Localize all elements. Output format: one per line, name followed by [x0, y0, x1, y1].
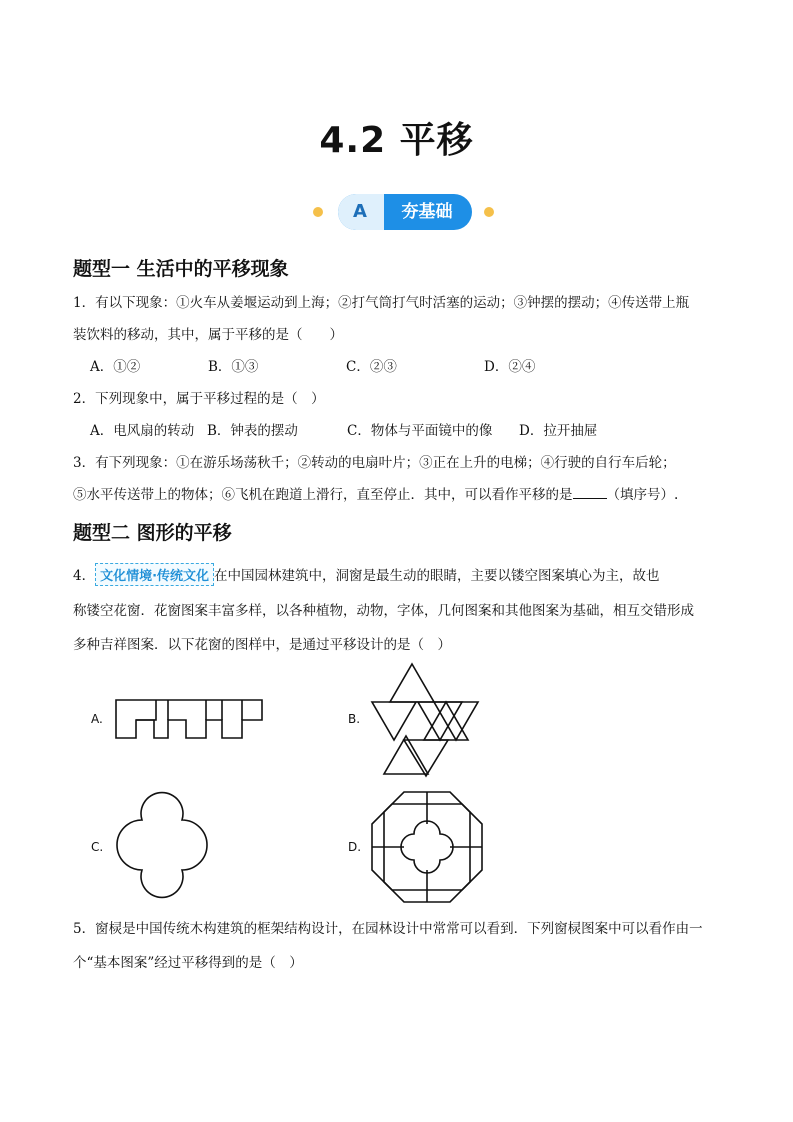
section-heading-2: 题型二 图形的平移 — [73, 522, 232, 544]
q5-line-2: 个“基本图案”经过平移得到的是（ ） — [73, 955, 303, 971]
q4-line-3: 多种吉祥图案．以下花窗的图样中，是通过平移设计的是（ ） — [73, 637, 451, 653]
left-dot-icon — [313, 207, 323, 217]
q2-line-1: 2．下列现象中，属于平移过程的是（ ） — [73, 391, 325, 407]
culture-tag: 文化情境·传统文化 — [95, 563, 214, 586]
figure-a-label[interactable]: A. — [91, 712, 103, 726]
q4-line-1-text: 在中国园林建筑中，洞窗是最生动的眼睛，主要以镂空图案填心为主，故也 — [214, 568, 660, 584]
q3-line-2-tail: （填序号）. — [606, 487, 679, 503]
figure-d-octagon — [370, 790, 484, 904]
q3-line-1: 3．有下列现象：①在游乐场荡秋千；②转动的电扇叶片；③正在上升的电梯；④行驶的自行车后轮； — [73, 455, 676, 471]
q1-option-b[interactable]: B．①③ — [208, 359, 259, 375]
q3-answer-blank[interactable] — [573, 486, 607, 499]
figure-a-pattern — [110, 694, 270, 746]
q4-line-1 — [73, 563, 660, 586]
q1-line-1: 1．有以下现象：①火车从姜堰运动到上海；②打气筒打气时活塞的运动；③钟摆的摆动；④传送带上瓶 — [73, 295, 690, 311]
q1-options — [90, 355, 535, 375]
figure-b-star — [370, 662, 482, 778]
q1-option-a[interactable]: A．①② — [90, 359, 141, 375]
figure-b-label[interactable]: B. — [348, 712, 361, 726]
right-dot-icon — [484, 207, 494, 217]
q2-option-a[interactable]: A．电风扇的转动 — [90, 423, 195, 439]
q1-line-2: 装饮料的移动，其中，属于平移的是（ ） — [73, 327, 343, 343]
page-title: 4.2 平移 — [319, 120, 474, 161]
figure-d-label[interactable]: D. — [348, 840, 362, 854]
q5-line-1: 5．窗棂是中国传统木构建筑的框架结构设计，在园林设计中常常可以看到．下列窗棂图案中可以看作由一 — [73, 921, 703, 937]
q4-number: 4． — [73, 568, 96, 584]
q3-line-2-text: ⑤水平传送带上的物体；⑥飞机在跑道上滑行，直至停止．其中，可以看作平移的是 — [73, 487, 573, 503]
q2-options — [90, 419, 597, 439]
level-label: 夯基础 — [401, 202, 453, 222]
q1-option-d[interactable]: D．②④ — [484, 359, 536, 375]
figure-c-quatrefoil — [112, 790, 212, 900]
level-letter: A — [353, 201, 367, 222]
q2-option-d[interactable]: D．拉开抽屉 — [519, 423, 598, 439]
q3-line-2 — [73, 483, 678, 503]
section-heading-1: 题型一 生活中的平移现象 — [73, 258, 289, 280]
q1-option-c[interactable]: C．②③ — [346, 359, 397, 375]
figure-c-label[interactable]: C. — [91, 840, 104, 854]
q2-option-c[interactable]: C．物体与平面镜中的像 — [347, 423, 493, 439]
q2-option-b[interactable]: B．钟表的摆动 — [207, 423, 298, 439]
q4-line-2: 称镂空花窗．花窗图案丰富多样，以各种植物，动物，字体，几何图案和其他图案为基础，相互交错形成 — [73, 603, 694, 619]
